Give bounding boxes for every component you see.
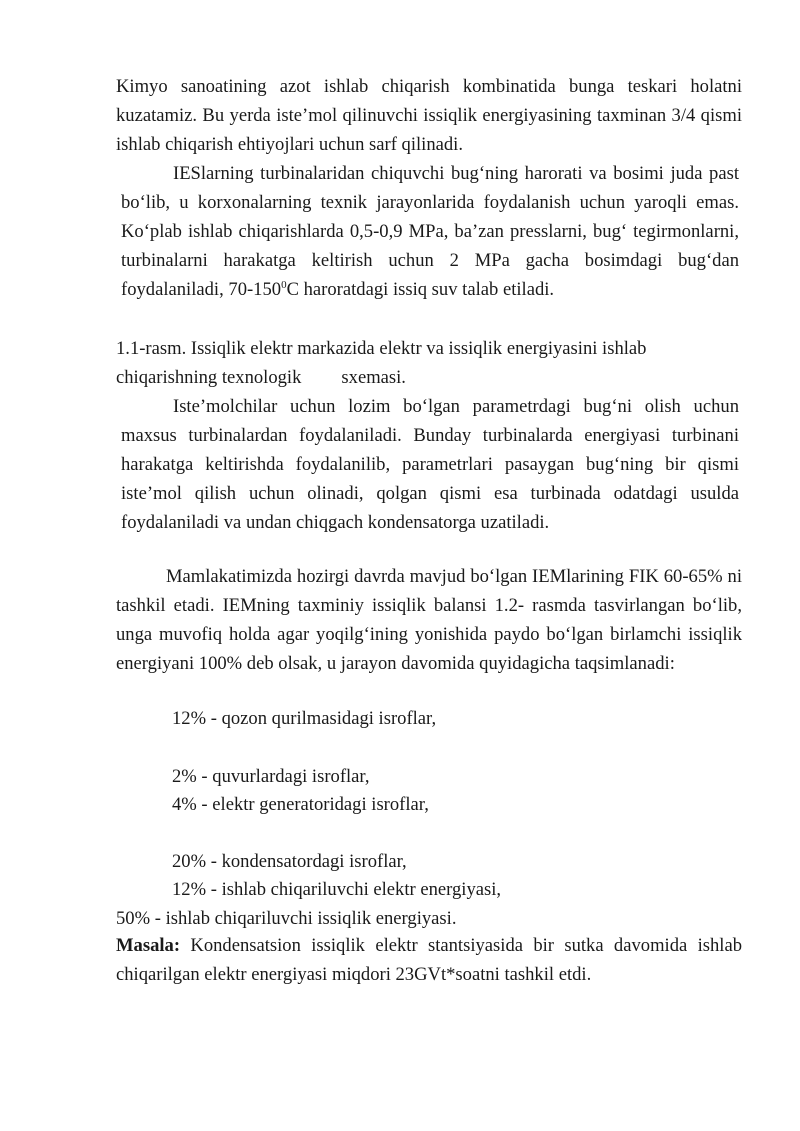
problem-statement xyxy=(116,931,742,989)
list-item-kondensator: 20% - kondensatordagi isroflar, xyxy=(172,851,407,872)
caption-text-end: sxemasi. xyxy=(341,367,406,388)
paragraph-maxsus-turbinalar: Iste’molchilar uchun lozim bo‘lgan parametrdagi bug‘ni olish uchun maxsus turbinalardan foydalaniladi. Bunday turbinalarda energiyasi turbinani harakatga keltirishda foydalanilib, parametrlari pasaygan bug‘ning bir qismi iste’mol qilish uchun olinadi, qolgan qismi esa turbinada odatdagi usulda foydalaniladi va undan chiqgach kondensatorga uzatiladi. xyxy=(121,396,739,533)
degree-superscript: 0 xyxy=(281,278,287,291)
problem-text: Kondensatsion issiqlik elektr stantsiyasida bir sutka davomida ishlab chiqarilgan elektr energiyasi miqdori 23GVt*soatni tashkil etdi. xyxy=(116,935,742,985)
paragraph-text: IESlarning turbinalaridan chiquvchi bug‘ning harorati va bosimi juda past bo‘lib, u korxonalarning texnik jarayonlarida foydalanish uchun yaroqli emas. Ko‘plab ishlab chiqarishlarda 0,5-0,9 MPa, ba’zan presslarni, bug‘ tegirmonlarni, turbinalarni harakatga keltirish uchun 2 MPa gacha bosimdagi bug‘dan foydalaniladi, 70-150 xyxy=(121,163,739,300)
paragraph-ies-turbinalar xyxy=(121,159,739,304)
caption-text: 1.1-rasm. Issiqlik elektr markazida elektr va issiqlik energiyasini ishlab chiqarishning texnologik xyxy=(116,338,647,388)
list-item-issiqlik-energiya: 50% - ishlab chiqariluvchi issiqlik energiyasi. xyxy=(116,908,457,929)
list-item-generator: 4% - elektr generatoridagi isroflar, xyxy=(172,794,429,815)
list-item-quvurlar: 2% - quvurlardagi isroflar, xyxy=(172,766,370,787)
problem-label: Masala: xyxy=(116,935,181,956)
list-item-qozon: 12% - qozon qurilmasidagi isroflar, xyxy=(172,708,437,729)
paragraph-iem-balansi: Mamlakatimizda hozirgi davrda mavjud bo‘lgan IEMlarining FIK 60-65% ni tashkil etadi. IEMning taxminiy issiqlik balansi 1.2- rasmda tasvirlangan bo‘lib, unga muvofiq holda agar yoqilg‘ining yonishida paydo bo‘lgan birlamchi issiqlik energiyani 100% deb olsak, u jarayon davomida quyidagicha taqsimlanadi: xyxy=(116,566,742,674)
figure-caption xyxy=(116,334,742,392)
paragraph-azot-kombinati: Kimyo sanoatining azot ishlab chiqarish kombinatida bunga teskari holatni kuzatamiz. Bu yerda iste’mol qilinuvchi issiqlik energiyasining taxminan 3/4 qismi ishlab chiqarish ehtiyojlari uchun sarf qilinadi. xyxy=(116,76,742,155)
list-item-elektr-energiya: 12% - ishlab chiqariluvchi elektr energiyasi, xyxy=(172,879,502,900)
paragraph-text-end: C haroratdagi issiq suv talab etiladi. xyxy=(286,279,555,300)
